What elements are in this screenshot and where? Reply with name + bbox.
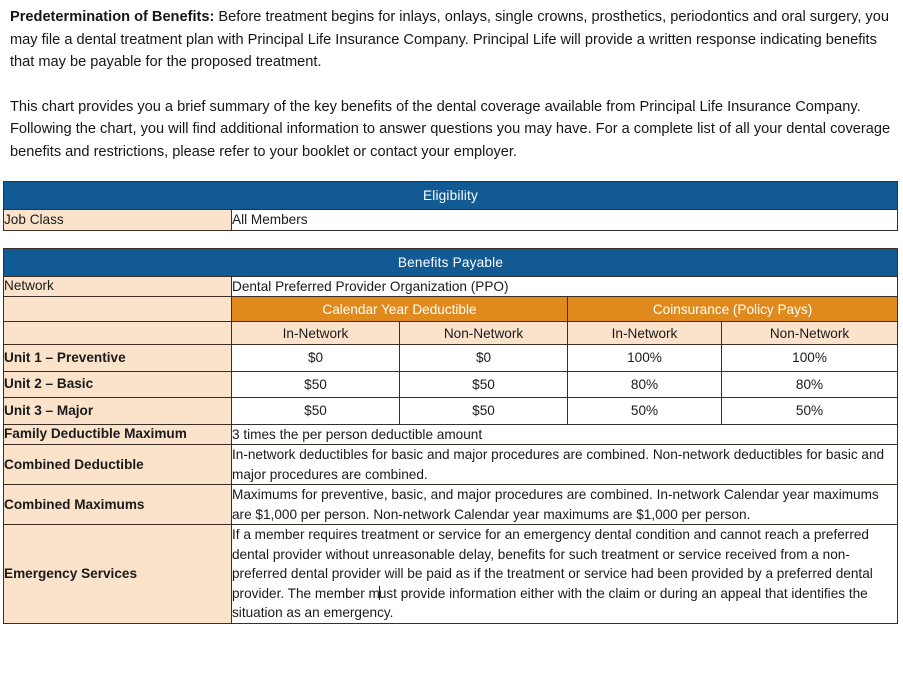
- group-header-spacer: [4, 297, 232, 322]
- benefits-title-row: [4, 248, 898, 276]
- intro-paragraph-2: [10, 96, 891, 164]
- column-header-deductible-in-network: In-Network: [232, 322, 400, 345]
- column-header-coinsurance-non-network: Non-Network: [722, 322, 898, 345]
- eligibility-title: Eligibility: [4, 182, 898, 210]
- eligibility-section: [0, 181, 903, 231]
- column-header-spacer: [4, 322, 232, 345]
- table-row: [4, 525, 898, 624]
- unit-3-coinsurance-non-network: 50%: [722, 398, 898, 425]
- unit-1-coinsurance-non-network: 100%: [722, 345, 898, 372]
- intro-paragraph-1-text: Before treatment begins for inlays, onlays, single crowns, prosthetics, periodontics and oral surgery, you may file a dental treatment plan with Principal Life Insurance Company. Principal Life will provide a written response indicating benefits that may be payable for the proposed treatment.: [10, 9, 889, 70]
- emergency-services-value: [232, 525, 898, 624]
- benefits-title: Benefits Payable: [4, 248, 898, 276]
- eligibility-title-row: [4, 182, 898, 210]
- unit-1-coinsurance-in-network: 100%: [568, 345, 722, 372]
- job-class-label: Job Class: [4, 210, 232, 231]
- job-class-value: All Members: [232, 210, 898, 231]
- unit-2-deductible-non-network: $50: [400, 371, 568, 398]
- combined-deductible-label: Combined Deductible: [4, 445, 232, 485]
- family-deductible-maximum-value: 3 times the per person deductible amount: [232, 424, 898, 445]
- intro-paragraph-1: [10, 6, 891, 74]
- table-row: [4, 345, 898, 372]
- table-row: [4, 371, 898, 398]
- table-row: [4, 398, 898, 425]
- unit-3-deductible-in-network: $50: [232, 398, 400, 425]
- column-header-row: [4, 322, 898, 345]
- unit-2-coinsurance-non-network: 80%: [722, 371, 898, 398]
- eligibility-table: [3, 181, 898, 231]
- table-row: [4, 424, 898, 445]
- intro-paragraph-2-text: This chart provides you a brief summary of the key benefits of the dental coverage available from Principal Life Insurance Company. Following the chart, you will find additional information to answer questions you may have. For a complete list of all your dental coverage benefits and restrictions, please refer to your booklet or contact your employer.: [10, 98, 891, 160]
- unit-2-coinsurance-in-network: 80%: [568, 371, 722, 398]
- group-header-coinsurance: Coinsurance (Policy Pays): [568, 297, 898, 322]
- unit-3-deductible-non-network: $50: [400, 398, 568, 425]
- table-row: [4, 485, 898, 525]
- emergency-services-text-part2: ust provide information either with the claim or during an appeal that identifies the situation as an emergency.: [232, 585, 868, 620]
- table-row: [4, 445, 898, 485]
- unit-2-label: Unit 2 – Basic: [4, 371, 232, 398]
- column-header-deductible-non-network: Non-Network: [400, 322, 568, 345]
- table-row: [4, 210, 898, 231]
- network-label: Network: [4, 276, 232, 297]
- combined-maximums-value: Maximums for preventive, basic, and major procedures are combined. In-network Calendar year maximums are $1,000 per person. Non-network Calendar year maximums are $1,000 per person.: [232, 485, 898, 525]
- combined-deductible-value: In-network deductibles for basic and major procedures are combined. Non-network deductibles for basic and major procedures are combined.: [232, 445, 898, 485]
- group-header-row: [4, 297, 898, 322]
- unit-3-coinsurance-in-network: 50%: [568, 398, 722, 425]
- predetermination-lead: Predetermination of Benefits:: [10, 9, 215, 25]
- benefits-payable-table: [3, 248, 898, 624]
- unit-3-label: Unit 3 – Major: [4, 398, 232, 425]
- unit-1-label: Unit 1 – Preventive: [4, 345, 232, 372]
- unit-2-deductible-in-network: $50: [232, 371, 400, 398]
- family-deductible-maximum-label: Family Deductible Maximum: [4, 424, 232, 445]
- network-value: Dental Preferred Provider Organization (PPO): [232, 276, 898, 297]
- emergency-services-label: Emergency Services: [4, 525, 232, 624]
- unit-1-deductible-in-network: $0: [232, 345, 400, 372]
- unit-1-deductible-non-network: $0: [400, 345, 568, 372]
- intro-section: [0, 0, 903, 163]
- combined-maximums-label: Combined Maximums: [4, 485, 232, 525]
- emergency-services-text-part1: If a member requires treatment or service for an emergency dental condition and cannot reach a preferred dental provider without unreasonable delay, benefits for such treatment or service received from a non-preferred dental provider will be paid as if the treatment or service had been provided by a preferred dental provider. The member m: [232, 527, 873, 601]
- column-header-coinsurance-in-network: In-Network: [568, 322, 722, 345]
- benefits-section: [0, 248, 903, 624]
- group-header-deductible: Calendar Year Deductible: [232, 297, 568, 322]
- table-row: [4, 276, 898, 297]
